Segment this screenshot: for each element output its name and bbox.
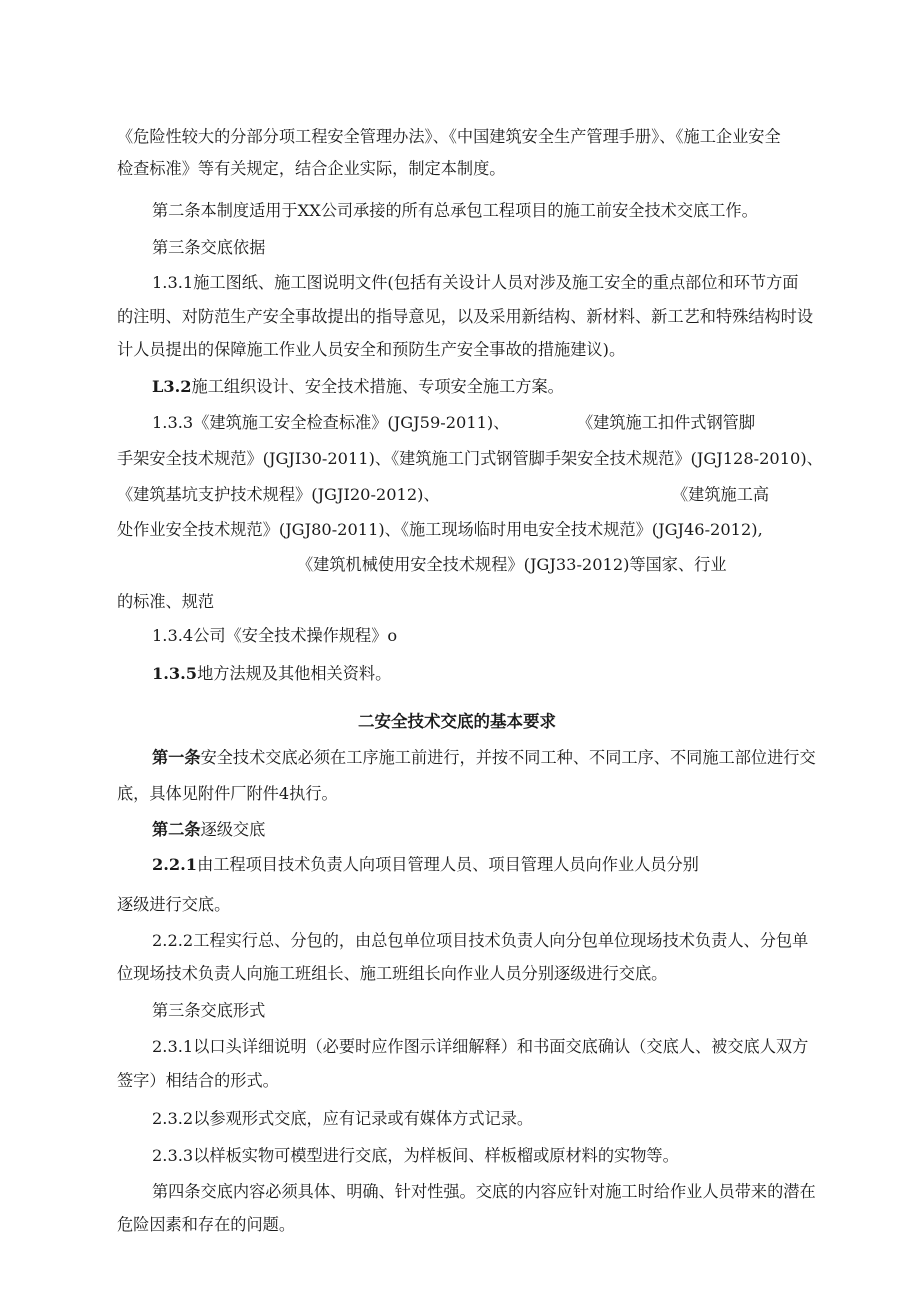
item-1-3-4-line: 1.3.4公司《安全技术操作规程》o	[152, 626, 398, 645]
article-3-title: 第三条交底依据	[152, 238, 266, 257]
item-2-3-1-line: 2.3.1以口头详细说明（必要时应作图示详细解释）和书面交底确认（交底人、被交底人双方	[152, 1037, 809, 1056]
item-2-3-3-line: 2.3.3以样板实物可模型进行交底，为样板间、样板榴或原材料的实物等。	[152, 1146, 679, 1165]
body-line: 《建筑机械使用安全技术规程》(JGJ33-2012)等国家、行业	[297, 555, 727, 574]
body-line: 手架安全技术规范》(JGJI30-2011)、《建筑施工门式钢管脚手架安全技术规范》(JGJ128-2010)、	[117, 449, 823, 468]
item-text: 地方法规及其他相关资料。	[197, 664, 392, 683]
article-label: 第一条	[152, 748, 201, 767]
body-line: 处作业安全技术规范》(JGJ80-2011)、《施工现场临时用电安全技术规范》(JGJ46-2012),	[117, 520, 763, 539]
article-4-line: 第四条交底内容必须具体、明确、针对性强。交底的内容应针对施工时给作业人员带来的潜在	[152, 1182, 816, 1201]
body-line: 底，具体见附件厂附件4执行。	[117, 784, 338, 803]
body-line: 的标准、规范	[117, 592, 215, 611]
body-line: 《建筑基坑支护技术规程》(JGJI20-2012)、	[117, 485, 440, 504]
item-number: L3.2	[152, 377, 192, 396]
body-fragment: 《建筑施工高	[672, 485, 770, 504]
item-1-3-2-line	[152, 376, 564, 398]
item-1-3-3-line: 1.3.3《建筑施工安全检查标准》(JGJ59-2011)、	[152, 413, 510, 432]
article-2-line: 第二条本制度适用于XX公司承接的所有总承包工程项目的施工前安全技术交底工作。	[152, 201, 758, 220]
item-text: 由工程项目技术负责人向项目管理人员、项目管理人员向作业人员分别	[197, 855, 699, 874]
article-3-form-title: 第三条交底形式	[152, 1001, 266, 1020]
body-line: 检查标准》等有关规定，结合企业实际，制定本制度。	[117, 159, 506, 178]
item-number: 2.2.1	[152, 855, 198, 874]
article-text: 安全技术交底必须在工序施工前进行，并按不同工种、不同工序、不同施工部位进行交	[200, 748, 816, 767]
item-1-3-5-line	[152, 663, 391, 685]
body-line: 《危险性较大的分部分项工程安全管理办法》、《中国建筑安全生产管理手册》、《施工企业安全	[117, 127, 781, 146]
item-1-3-3-fragment: 《建筑施工扣件式钢管脚	[577, 413, 756, 432]
body-line: 计人员提出的保障施工作业人员安全和预防生产安全事故的措施建议)。	[117, 340, 626, 359]
body-line: 的注明、对防范生产安全事故提出的指导意见，以及采用新结构、新材料、新工艺和特殊结构时设	[117, 307, 814, 326]
item-2-2-2-line: 2.2.2工程实行总、分包的，由总包单位项目技术负责人向分包单位现场技术负责人、分包单	[152, 931, 809, 950]
item-1-3-1-line: 1.3.1施工图纸、施工图说明文件(包括有关设计人员对涉及施工安全的重点部位和环节方面	[152, 273, 799, 292]
body-line: 位现场技术负责人向施工班组长、施工班组长向作业人员分别逐级进行交底。	[117, 964, 668, 983]
item-text: 施工组织设计、安全技术措施、专项安全施工方案。	[191, 377, 564, 396]
article-2-title	[152, 819, 265, 841]
item-2-3-2-line: 2.3.2以参观形式交底，应有记录或有媒体方式记录。	[152, 1109, 534, 1128]
body-line: 签字）相结合的形式。	[117, 1071, 279, 1090]
article-1-line	[152, 747, 816, 769]
body-line: 逐级进行交底。	[117, 895, 231, 914]
item-2-2-1-line	[152, 854, 699, 876]
item-number: 1.3.5	[152, 664, 198, 683]
article-text: 逐级交底	[200, 820, 266, 839]
body-line: 危险因素和存在的问题。	[117, 1215, 296, 1234]
section-heading: 二安全技术交底的基本要求	[358, 712, 556, 731]
article-label: 第二条	[152, 820, 201, 839]
